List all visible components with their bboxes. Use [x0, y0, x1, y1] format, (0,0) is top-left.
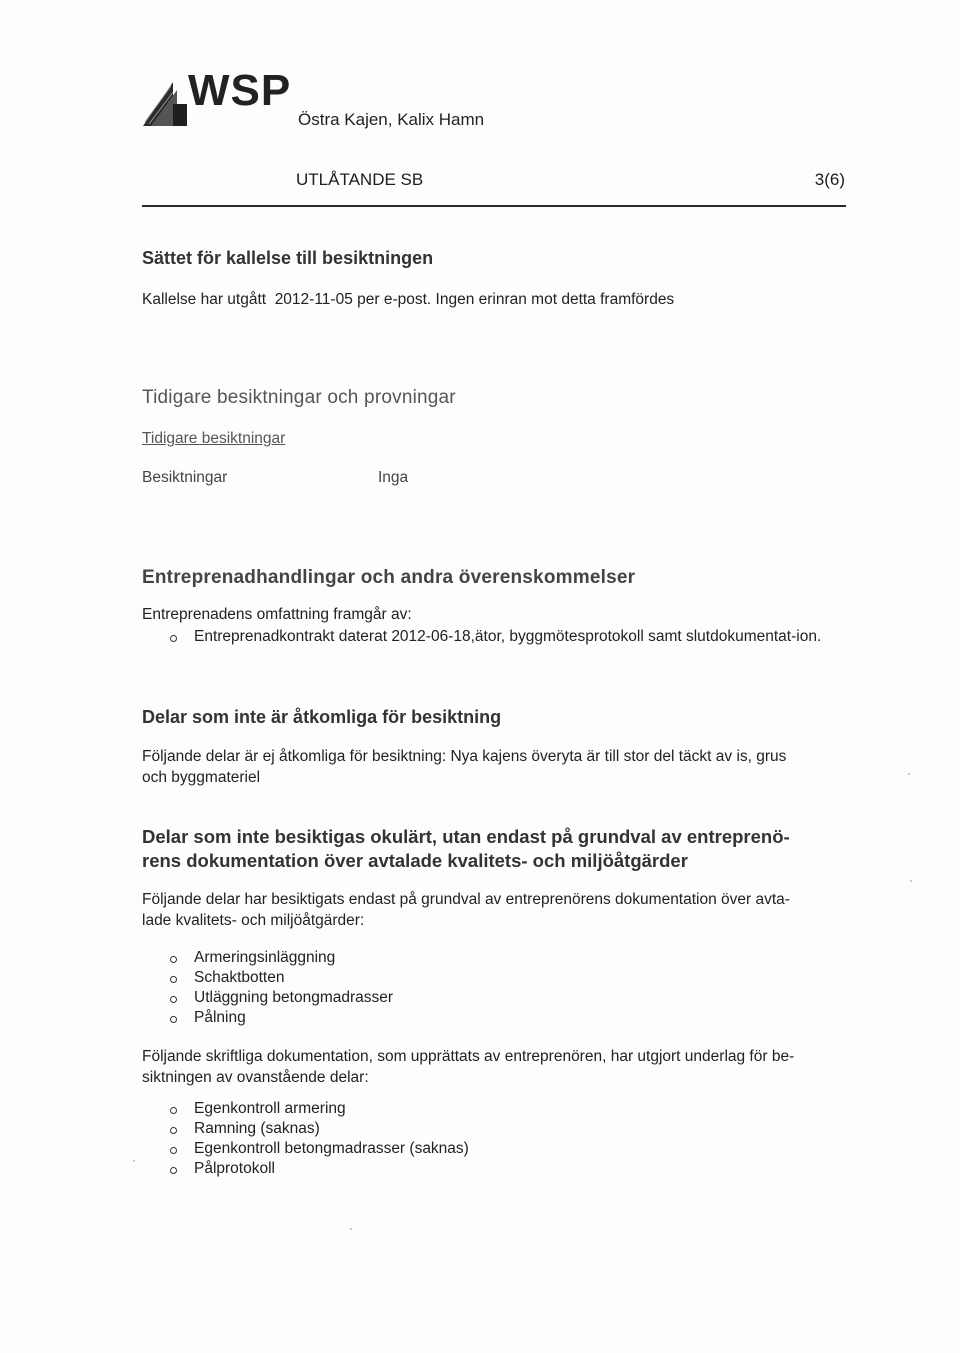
list-item-text: Egenkontroll betongmadrasser (saknas) — [194, 1140, 469, 1157]
okulart-list — [166, 948, 393, 1028]
list-item-text: Ramning (saknas) — [194, 1120, 320, 1137]
besiktningar-value: Inga — [378, 469, 409, 486]
list-item-text: Schaktbotten — [194, 969, 285, 986]
document-type: UTLÅTANDE SB — [296, 170, 424, 189]
list-item — [166, 1008, 393, 1028]
bullet-icon — [170, 996, 177, 1003]
list-item — [166, 1159, 469, 1179]
doc-list — [166, 1099, 469, 1179]
doc-intro-line2: siktningen av ovanstående delar: — [142, 1069, 369, 1086]
bullet-icon — [170, 1016, 177, 1023]
list-item-text: Pålning — [194, 1009, 246, 1026]
list-item — [166, 1119, 469, 1139]
bullet-icon — [170, 956, 177, 963]
heading-okulart-line2: rens dokumentation över avtalade kvalitets- och miljöåtgärder — [142, 850, 688, 871]
bullet-icon — [170, 1147, 177, 1154]
bullet-icon — [170, 1167, 177, 1174]
heading-okulart-line1: Delar som inte besiktigas okulärt, utan endast på grundval av entreprenö- — [142, 826, 790, 847]
scan-speck — [910, 880, 912, 882]
doc-intro-line1: Följande skriftliga dokumentation, som upprättats av entreprenören, har utgjort underlag för be- — [142, 1048, 795, 1065]
heading-tidigare: Tidigare besiktningar och provningar — [142, 387, 456, 408]
list-item — [166, 968, 393, 988]
wsp-logo — [143, 66, 303, 130]
list-item — [166, 627, 846, 647]
list-item — [166, 988, 393, 1008]
list-item-text: Entreprenadkontrakt daterat 2012-06-18,ätor, byggmötesprotokoll samt slutdokumentat-ion. — [194, 628, 822, 645]
list-item-text: Armeringsinläggning — [194, 949, 336, 966]
heading-entreprenad: Entreprenadhandlingar och andra överenskommelser — [142, 567, 636, 588]
delar-text-line1: Följande delar är ej åtkomliga för besiktning: Nya kajens överyta är till stor del täckt av is, grus — [142, 748, 787, 765]
bullet-icon — [170, 976, 177, 983]
subheading-tidigare: Tidigare besiktningar — [142, 430, 286, 447]
bullet-icon — [170, 635, 177, 642]
scan-speck — [133, 1160, 135, 1162]
delar-text-line2: och byggmateriel — [142, 769, 261, 786]
scan-speck — [908, 773, 910, 775]
kallelse-text: Kallelse har utgått 2012-11-05 per e-post. Ingen erinran mot detta framfördes — [142, 291, 675, 308]
bullet-icon — [170, 1127, 177, 1134]
logo-wordmark: WSP — [188, 66, 292, 115]
list-item-text: Pålprotokoll — [194, 1160, 275, 1177]
list-item — [166, 1139, 469, 1159]
besiktningar-label: Besiktningar — [142, 469, 228, 486]
project-name: Östra Kajen, Kalix Hamn — [298, 110, 485, 129]
list-item-text: Egenkontroll armering — [194, 1100, 346, 1117]
list-item-text: Utläggning betongmadrasser — [194, 989, 394, 1006]
scan-speck — [350, 1228, 352, 1230]
entreprenad-intro: Entreprenadens omfattning framgår av: — [142, 606, 412, 623]
bullet-icon — [170, 1107, 177, 1114]
okulart-intro-line2: lade kvalitets- och miljöåtgärder: — [142, 912, 365, 929]
heading-kallelse: Sättet för kallelse till besiktningen — [142, 248, 434, 268]
header-divider — [142, 205, 846, 207]
entreprenad-list — [166, 627, 846, 647]
heading-delar: Delar som inte är åtkomliga för besiktning — [142, 707, 502, 727]
list-item — [166, 1099, 469, 1119]
list-item — [166, 948, 393, 968]
okulart-intro-line1: Följande delar har besiktigats endast på grundval av entreprenörens dokumentation över avta- — [142, 891, 790, 908]
wsp-logo-mark — [143, 76, 189, 126]
page-number: 3(6) — [814, 170, 845, 189]
